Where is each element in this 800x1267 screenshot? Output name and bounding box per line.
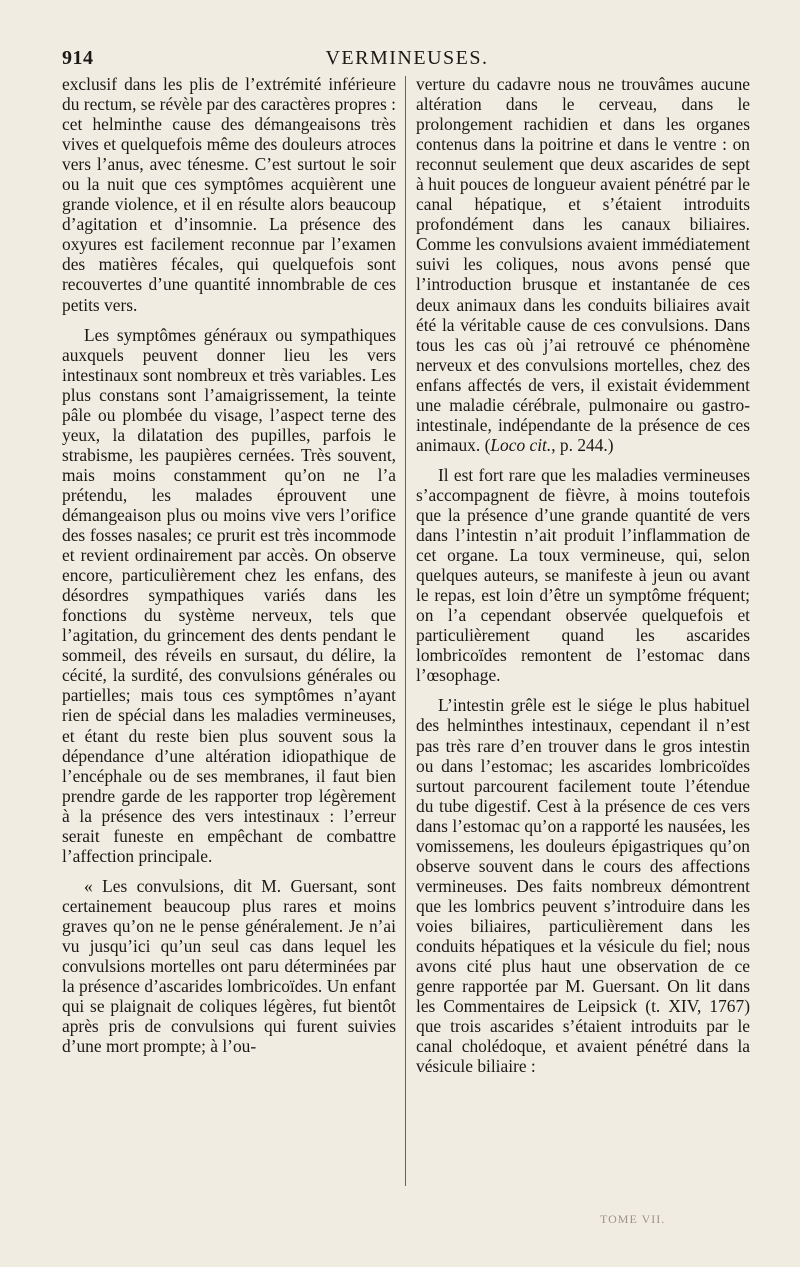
left-paragraph-1: exclusif dans les plis de l’extrémité inférieure du rectum, se révèle par des caractères propres : cet helminthe cause des démangeaisons très vives et quelquefois même des douleurs atroces vers l’anus, avec ténesme. C’est surtout le soir ou la nuit que ces symptômes acquièrent une grande violence, et il en résulte alors beaucoup d’agitation et d’insomnie. La présence des oxyures est facilement reconnue par l’examen des matières fécales, qui quelquefois sont recouvertes d’une quantité innombrable de ces petits vers.: [62, 74, 396, 315]
running-title: VERMINEUSES.: [325, 47, 489, 69]
right-column: [416, 74, 750, 1076]
bleed-through-footer: TOME VII.: [600, 1212, 666, 1226]
right-paragraph-2: Il est fort rare que les maladies vermineuses s’accompagnent de fièvre, à moins toutefois que la présence d’une grande quantité de vers dans l’intestin n’ait produit l’inflammation de cet organe. La toux vermineuse, qui, selon quelques auteurs, se manifeste à jeun ou avant le repas, est loin d’être un symptôme fréquent; on l’a cependant observée quelquefois et particulièrement quand les ascarides lombricoïdes remontent de l’estomac dans l’œsophage.: [416, 464, 750, 686]
column-divider: [405, 76, 406, 1186]
page-header: [62, 47, 752, 77]
right-paragraph-1: [416, 74, 750, 455]
citation-page: , p. 244.): [551, 434, 614, 455]
page-number: 914: [62, 47, 94, 69]
citation: Loco cit.: [490, 434, 552, 455]
left-column: [62, 74, 396, 1056]
right-paragraph-1-text: verture du cadavre nous ne trouvâmes aucune altération dans le cerveau, dans le prolongement rachidien et dans les organes contenus dans la poitrine et dans le ventre : on reconnut seulement que deux ascarides de sept à huit pouces de longueur avaient pénétré par le canal hépatique, et s’étaient introduits profondément dans les canaux biliaires. Comme les convulsions avaient immédiatement suivi les coliques, nous avons pensé que l’introduction brusque et instantanée de ces deux animaux dans les conduits biliaires avait été la véritable cause de ces convulsions. Dans tous les cas où j’ai retrouvé ce phénomène nerveux et des convulsions mortelles, chez des enfans affectés de vers, il existait évidemment une maladie cérébrale, pulmonaire ou gastro-intestinale, indépendante de la présence de ces animaux. (: [416, 74, 750, 455]
left-paragraph-2: Les symptômes généraux ou sympathiques auxquels peuvent donner lieu les vers intestinaux sont nombreux et très variables. Les plus constans sont l’amaigrissement, la teinte pâle ou plombée du visage, l’aspect terne des yeux, la dilatation des pupilles, parfois le strabisme, les paupières cernées. Très souvent, mais moins constamment qu’on ne l’a prétendu, les malades éprouvent une démangeaison plus ou moins vive vers l’orifice des fosses nasales; ce prurit est très incommode et revient ordinairement par accès. On observe encore, particulièrement chez les enfans, des désordres sympathiques variés dans les fonctions du système nerveux, tels que l’agitation, du grincement des dents pendant le sommeil, des réveils en sursaut, du délire, la cécité, la surdité, des convulsions générales ou partielles; mais tous ces symptômes n’ayant rien de spécial dans les maladies vermineuses, et étant du reste bien plus souvent sous la dépendance d’une altération idiopathique de l’encéphale ou de ses membranes, il faut bien prendre garde de les rapporter trop légèrement à la présence des vers intestinaux : l’erreur serait funeste en empêchant de combattre l’affection principale.: [62, 324, 396, 866]
left-paragraph-3: « Les convulsions, dit M. Guersant, sont certainement beaucoup plus rares et moins graves qu’on ne le pense généralement. Je n’ai vu jusqu’ici qu’un seul cas dans lequel les convulsions mortelles ont paru déterminées par la présence d’ascarides lombricoïdes. Un enfant qui se plaignait de coliques légères, fut bientôt après pris de convulsions qui furent suivies d’une mort prompte; à l’ou-: [62, 875, 396, 1057]
right-paragraph-3: L’intestin grêle est le siége le plus habituel des helminthes intestinaux, cependant il n’est pas très rare d’en trouver dans le gros intestin ou dans l’estomac; les ascarides lombricoïdes surtout parcourent facilement toute l’étendue du tube digestif. Cest à la présence de ces vers dans l’estomac qu’on a rapporté les nausées, les vomissemens, les douleurs épigastriques qu’on observe souvent dans le cours des affections vermineuses. Des faits nombreux démontrent que les lombrics peuvent s’introduire dans les voies biliaires, particulièrement dans les conduits hépatiques et la vésicule du fiel; nous avons cité plus haut une observation de ce genre rapportée par M. Guersant. On lit dans les Commentaires de Leipsick (t. XIV, 1767) que trois ascarides s’étaient introduits par le canal cholédoque, et avaient pénétré dans la vésicule biliaire :: [416, 695, 750, 1077]
